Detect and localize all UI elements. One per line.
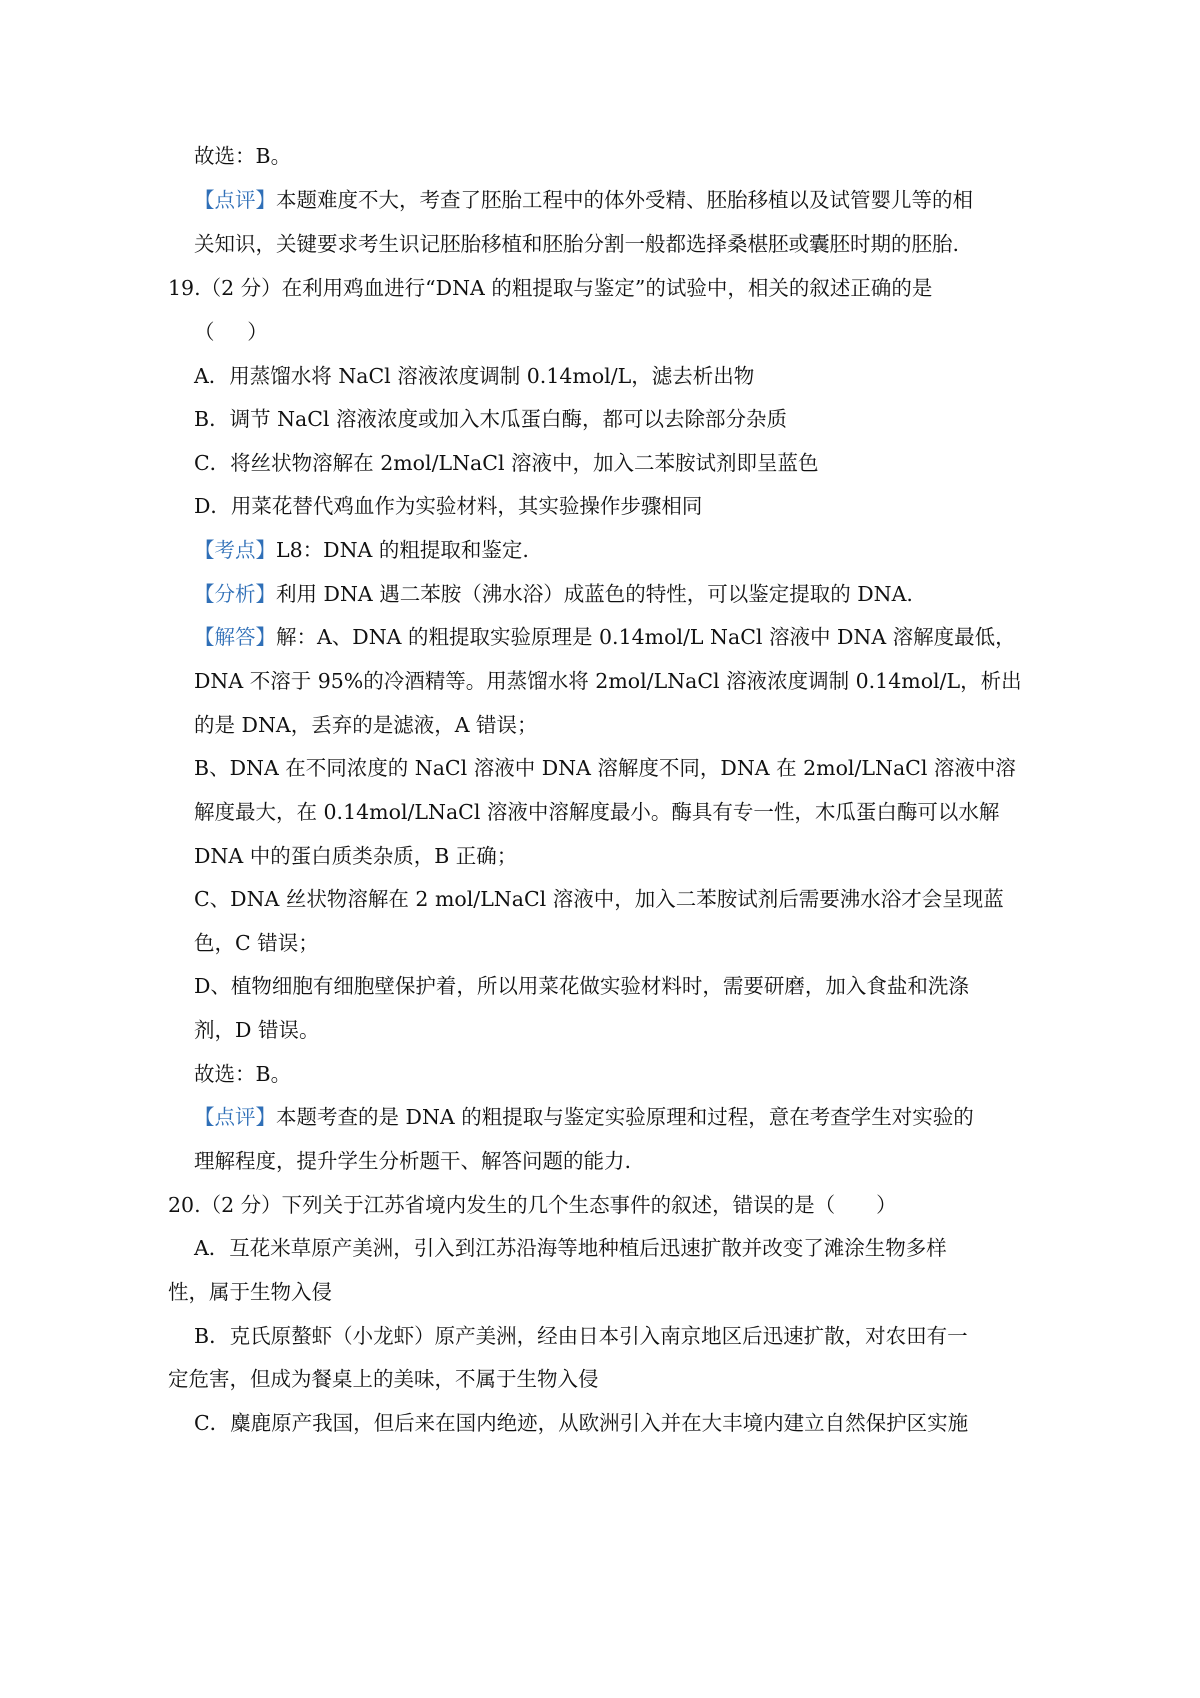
q19-answer-line8: 色，C 错误； <box>194 931 319 955</box>
answer-tag: 【解答】 <box>194 625 276 649</box>
q19-answer-line3: 的是 DNA，丢弃的是滤液，A 错误； <box>194 713 538 737</box>
q20-option-a-line1: A．互花米草原产美洲，引入到江苏沿海等地种植后迅速扩散并改变了滩涂生物多样 <box>194 1236 947 1260</box>
analysis-tag: 【分析】 <box>194 582 276 606</box>
q19-conclusion: 故选：B。 <box>194 1062 292 1086</box>
q19-point <box>194 536 529 564</box>
q19-option-a: A．用蒸馏水将 NaCl 溶液浓度调制 0.14mol/L，滤去析出物 <box>194 364 755 388</box>
q19-answer-line6: DNA 中的蛋白质类杂质，B 正确； <box>194 844 518 868</box>
q19-answer-text: 解：A、DNA 的粗提取实验原理是 0.14mol/L NaCl 溶液中 DNA 溶解度最低， <box>276 625 1016 649</box>
q20-option-b-line2: 定危害，但成为餐桌上的美味，不属于生物入侵 <box>168 1367 599 1391</box>
review-tag: 【点评】 <box>194 1105 276 1129</box>
q19-stem: 19.（2 分）在利用鸡血进行“DNA 的粗提取与鉴定”的试验中，相关的叙述正确的是 <box>168 276 933 300</box>
q19-review-line2: 理解程度，提升学生分析题干、解答问题的能力. <box>194 1149 632 1173</box>
q19-answer-blank <box>194 318 268 346</box>
q19-option-d: D．用菜花替代鸡血作为实验材料，其实验操作步骤相同 <box>194 494 703 518</box>
point-tag: 【考点】 <box>194 538 276 562</box>
q19-review-line1 <box>194 1103 974 1131</box>
q19-analysis <box>194 580 913 608</box>
blank-paren-close: ） <box>247 320 268 344</box>
q19-review-text: 本题考查的是 DNA 的粗提取与鉴定实验原理和过程，意在考查学生对实验的 <box>276 1105 974 1129</box>
q20-option-b-line1: B．克氏原螯虾（小龙虾）原产美洲，经由日本引入南京地区后迅速扩散，对农田有一 <box>194 1324 968 1348</box>
q18-conclusion: 故选：B。 <box>194 144 292 168</box>
q19-answer-line5: 解度最大，在 0.14mol/LNaCl 溶液中溶解度最小。酶具有专一性，木瓜蛋白酶可以水解 <box>194 800 1000 824</box>
q19-answer-line4: B、DNA 在不同浓度的 NaCl 溶液中 DNA 溶解度不同，DNA 在 2mol/LNaCl 溶液中溶 <box>194 756 1016 780</box>
q19-answer-line7: C、DNA 丝状物溶解在 2 mol/LNaCl 溶液中，加入二苯胺试剂后需要沸水浴才会呈现蓝 <box>194 887 1004 911</box>
q19-analysis-text: 利用 DNA 遇二苯胺（沸水浴）成蓝色的特性，可以鉴定提取的 DNA. <box>276 582 913 606</box>
blank-paren-open: （ <box>194 320 215 344</box>
q19-answer-line10: 剂，D 错误。 <box>194 1018 320 1042</box>
q20-option-a-line2: 性，属于生物入侵 <box>168 1280 332 1304</box>
q18-review-text: 本题难度不大，考查了胚胎工程中的体外受精、胚胎移植以及试管婴儿等的相 <box>276 188 973 212</box>
q20-option-c-line1: C．麋鹿原产我国，但后来在国内绝迹，从欧洲引入并在大丰境内建立自然保护区实施 <box>194 1411 969 1435</box>
review-tag: 【点评】 <box>194 188 276 212</box>
q19-answer-line1 <box>194 623 1016 651</box>
q18-review-line2: 关知识，关键要求考生识记胚胎移植和胚胎分割一般都选择桑椹胚或囊胚时期的胚胎. <box>194 232 960 256</box>
q20-stem: 20.（2 分）下列关于江苏省境内发生的几个生态事件的叙述，错误的是（ ） <box>168 1193 897 1217</box>
q19-answer-line9: D、植物细胞有细胞壁保护着，所以用菜花做实验材料时，需要研磨，加入食盐和洗涤 <box>194 974 969 998</box>
q19-point-text: L8：DNA 的粗提取和鉴定. <box>276 538 529 562</box>
q18-review-line1 <box>194 186 973 214</box>
q19-option-c: C．将丝状物溶解在 2mol/LNaCl 溶液中，加入二苯胺试剂即呈蓝色 <box>194 451 819 475</box>
q19-answer-line2: DNA 不溶于 95%的冷酒精等。用蒸馏水将 2mol/LNaCl 溶液浓度调制 0.14mol/L，析出 <box>194 669 1022 693</box>
q19-option-b: B．调节 NaCl 溶液浓度或加入木瓜蛋白酶，都可以去除部分杂质 <box>194 407 787 431</box>
